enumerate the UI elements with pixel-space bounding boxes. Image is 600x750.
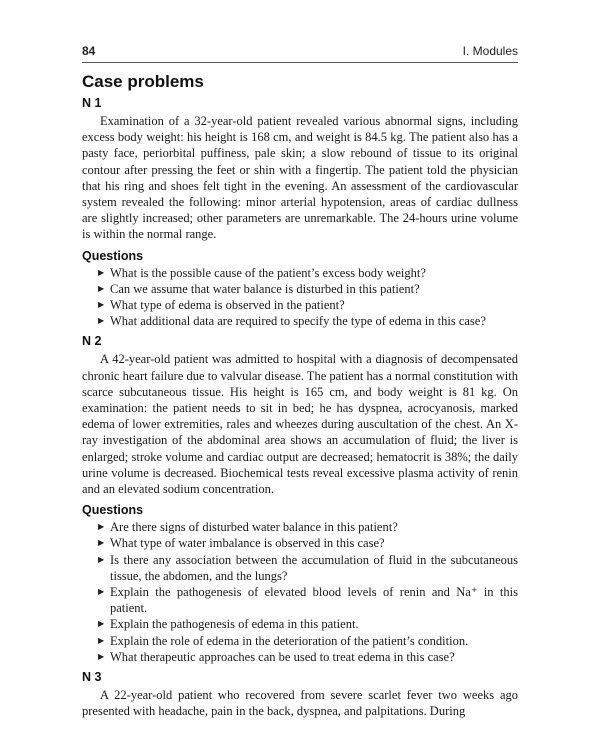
triangle-bullet-icon: ▶ [98,635,105,645]
question-item [82,535,518,551]
case-heading: N 1 [82,96,102,110]
triangle-bullet-icon: ▶ [98,316,105,326]
case-2 [82,334,518,665]
question-text: Explain the pathogenesis of elevated blood levels of renin and Na⁺ in this patient. [110,585,518,616]
question-item [82,519,518,535]
triangle-bullet-icon: ▶ [98,554,105,564]
question-text: Are there signs of disturbed water balance in this patient? [110,520,398,535]
question-item [82,313,518,329]
triangle-bullet-icon: ▶ [98,587,105,597]
question-item [82,281,518,297]
page-number: 84 [82,44,96,58]
case-1 [82,96,518,329]
triangle-bullet-icon: ▶ [98,522,105,532]
question-text: What therapeutic approaches can be used to treat edema in this case? [110,649,455,664]
question-text: Explain the pathogenesis of edema in this patient. [110,617,359,632]
question-text: What type of water imbalance is observed in this case? [110,536,385,551]
question-item [82,265,518,281]
triangle-bullet-icon: ▶ [98,283,105,293]
triangle-bullet-icon: ▶ [98,651,105,661]
page-content [82,72,518,720]
section-title: Case problems [82,72,204,91]
question-item [82,616,518,632]
case-text: Examination of a 32-year-old patient revealed various abnormal signs, including excess body weight: his height is 168 cm, and weight is 84.5 kg. The patient also has a pasty face, periorbital puffiness, pale skin; a slow rebound of tissue to its original contour after pressing the feet or shin with a fingertip. The patient told the physician that his ring and shoes felt tight in the evening. An assessment of the cardiovascular system revealed the following: minor arterial hypotension, areas of cardiac dullness are slightly increased; other parameters are unremarkable. The 24-hours urine volume is within the normal range. [82,114,518,242]
triangle-bullet-icon: ▶ [98,619,105,629]
case-heading: N 3 [82,670,102,685]
case-heading: N 2 [82,334,102,349]
question-text: Can we assume that water balance is disturbed in this patient? [110,281,420,296]
question-text: What is the possible cause of the patient’s excess body weight? [110,265,426,280]
case-text: A 22-year-old patient who recovered from severe scarlet fever two weeks ago presented with headache, pain in the back, dyspnea, and palpitations. During [82,688,518,719]
case-text: A 42-year-old patient was admitted to hospital with a diagnosis of decompensated chronic heart failure due to valvular disease. The patient has a normal constitution with scarce subcutaneous tissue. His height is 165 cm, and body weight is 81 kg. On examination: the patient needs to sit in bed; he has dyspnea, acrocyanosis, marked edema of lower extremities, rales and wheezes during auscultation of the chest. An X-ray investigation of the abdominal area shows an accumulation of fluid; the liver is enlarged; stroke volume and cardiac output are decreased; hematocrit is 38%; the daily urine volume is decreased. Biochemical tests reveal excessive plasma activity of renin and an elevated sodium concentration. [82,352,518,497]
question-text: What type of edema is observed in the patient? [110,298,345,313]
running-title: I. Modules [462,44,518,58]
running-head [82,44,518,58]
question-text: Explain the role of edema in the deterioration of the patient’s condition. [110,633,469,648]
question-text: What additional data are required to specify the type of edema in this case? [110,314,486,329]
questions-heading: Questions [82,248,144,263]
question-item [82,633,518,649]
case-3 [82,670,518,719]
question-item [82,552,518,584]
question-item [82,297,518,313]
triangle-bullet-icon: ▶ [98,538,105,548]
header-divider [82,62,518,63]
question-text: Is there any association between the accumulation of fluid in the subcutaneous tissue, the abdomen, and the lungs? [110,552,518,583]
triangle-bullet-icon: ▶ [98,300,105,310]
question-list [82,265,518,330]
triangle-bullet-icon: ▶ [98,267,105,277]
questions-heading: Questions [82,503,144,518]
question-item [82,584,518,616]
question-item [82,649,518,665]
question-list [82,519,518,665]
